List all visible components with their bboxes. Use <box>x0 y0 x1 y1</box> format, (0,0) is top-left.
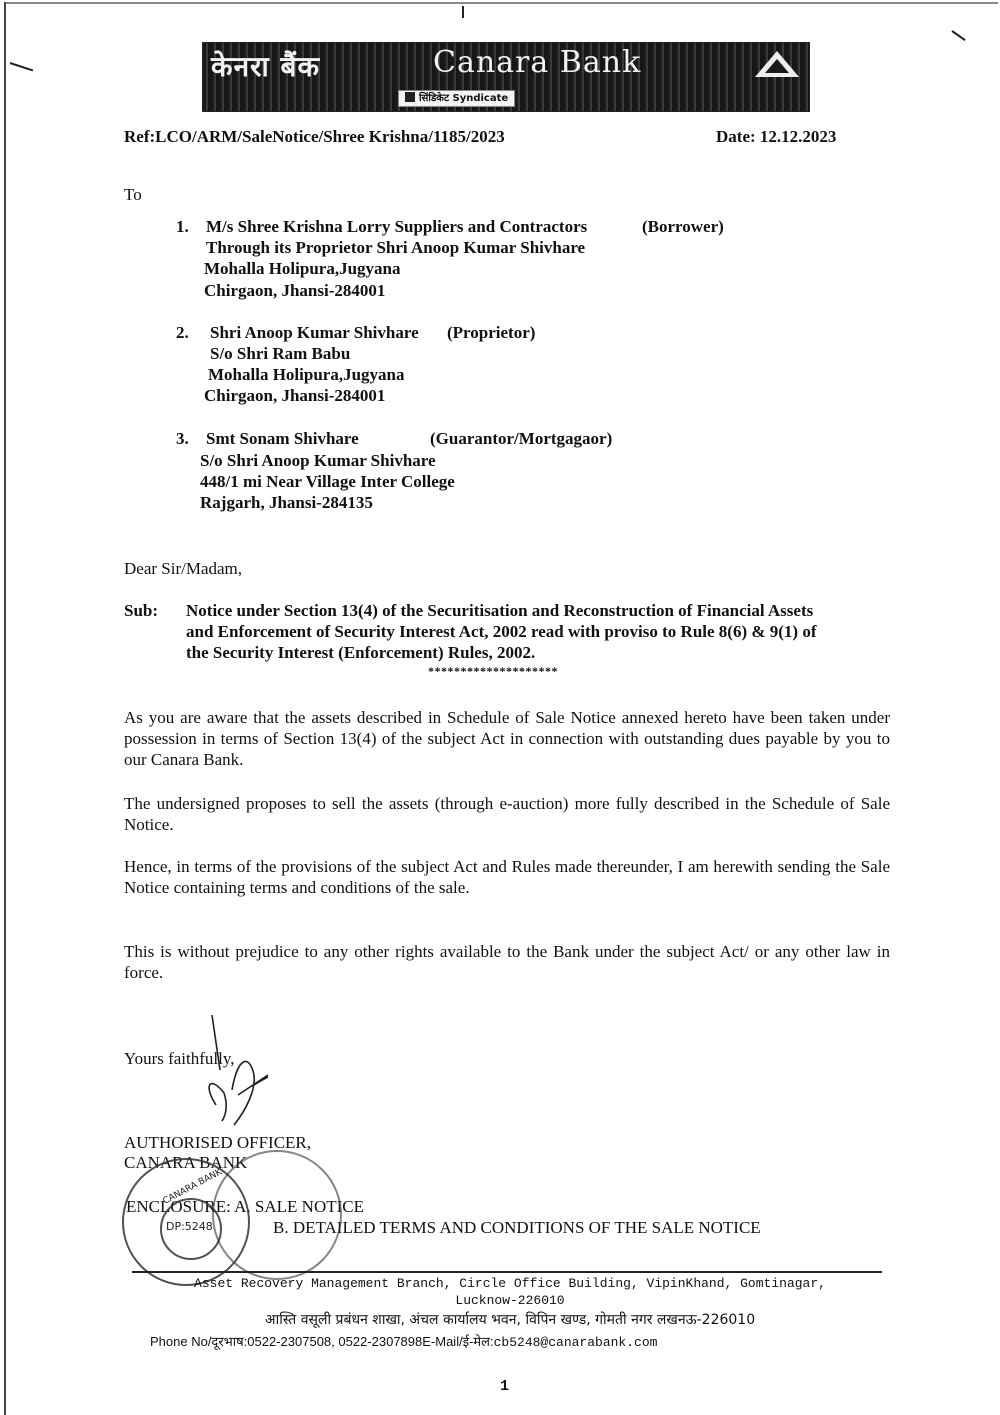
addressee-role: (Guarantor/Mortgagaor) <box>430 429 613 448</box>
footer-address-hindi: आस्ति वसूली प्रबंधन शाखा, अंचल कार्यालय भवन, विपिन खण्ड, गोमती नगर लखनऊ-226010 <box>264 1312 756 1328</box>
subject-label: Sub: <box>124 601 159 620</box>
scan-artifact <box>10 62 33 71</box>
addressee-role: (Proprietor) <box>447 323 536 342</box>
letter-date: Date: 12.12.2023 <box>716 127 837 146</box>
official-stamp-secondary <box>212 1150 342 1280</box>
body-paragraph: The undersigned proposes to sell the assets (through e-auction) more fully described in the Schedule of Sale Notice. <box>124 794 890 834</box>
subject-separator: ******************** <box>428 664 558 678</box>
valediction: Yours faithfully, <box>124 1049 235 1068</box>
addressee-line: Mohalla Holipura,Jugyana <box>204 259 401 278</box>
email-label: E-Mail/ई-मेल: <box>422 1334 494 1349</box>
signatory-title: AUTHORISED OFFICER, <box>124 1133 312 1152</box>
footer-address-city: Lucknow-226010 <box>455 1293 565 1308</box>
officer-signature <box>198 1015 278 1135</box>
enclosure-b: B. DETAILED TERMS AND CONDITIONS OF THE SALE NOTICE <box>273 1218 761 1237</box>
enclosure-a: ENCLOSURE: A. SALE NOTICE <box>126 1197 364 1216</box>
addressee-line: Mohalla Holipura,Jugyana <box>208 365 405 384</box>
reference-number: Ref:LCO/ARM/SaleNotice/Shree Krishna/1185/2023 <box>124 127 505 146</box>
addressee-name: M/s Shree Krishna Lorry Suppliers and Contractors <box>206 217 588 236</box>
addressee-number: 2. <box>176 323 189 342</box>
phone-numbers: 0522-2307508, 0522-2307898 <box>247 1334 423 1349</box>
addressee-name: Smt Sonam Shivhare <box>206 429 359 448</box>
addressee-line: 448/1 mi Near Village Inter College <box>200 472 455 491</box>
to-label: To <box>124 185 142 204</box>
footer-contact <box>150 1333 910 1351</box>
greeting: Dear Sir/Madam, <box>124 559 243 578</box>
subject-line: Notice under Section 13(4) of the Securitisation and Reconstruction of Financial Assets <box>186 601 814 620</box>
footer-divider <box>132 1271 882 1273</box>
phone-label: Phone No/दूरभाष: <box>150 1334 248 1349</box>
stamp-bank-name: CANARA BANK <box>161 1167 224 1207</box>
body-paragraph: As you are aware that the assets described in Schedule of Sale Notice annexed hereto have been taken under possession in terms of Section 13(4) of the subject Act in connection with outstanding dues payable by you to our Canara Bank. <box>124 708 890 769</box>
syndicate-english: Syndicate <box>452 93 509 104</box>
body-paragraph: This is without prejudice to any other rights available to the Bank under the subject Act/ or any other law in force. <box>124 942 890 982</box>
scan-artifact <box>462 6 464 18</box>
subject-line: the Security Interest (Enforcement) Rules, 2002. <box>186 643 536 662</box>
bank-name-hindi: केनरा बैंक <box>211 50 320 83</box>
signatory-organization: CANARA BANK <box>124 1153 248 1172</box>
syndicate-hindi: सिंडिकेट <box>419 93 450 104</box>
scan-border-left <box>4 2 6 1415</box>
addressee-line: Through its Proprietor Shri Anoop Kumar Shivhare <box>206 238 586 257</box>
canara-triangle-logo-icon <box>755 51 799 77</box>
page-number: 1 <box>500 1378 510 1395</box>
bank-name-english: Canara Bank <box>433 45 642 80</box>
scan-artifact <box>951 30 965 41</box>
addressee-line: S/o Shri Anoop Kumar Shivhare <box>200 451 436 470</box>
syndicate-badge <box>398 90 515 107</box>
stamp-code: DP:5248 <box>166 1220 213 1233</box>
body-paragraph: Hence, in terms of the provisions of the subject Act and Rules made thereunder, I am herewith sending the Sale Notice containing terms and conditions of the sale. <box>124 857 890 897</box>
addressee-line: Chirgaon, Jhansi-284001 <box>204 386 386 405</box>
addressee-role: (Borrower) <box>642 217 724 236</box>
addressee-line: Chirgaon, Jhansi-284001 <box>204 281 386 300</box>
addressee-number: 3. <box>176 429 189 448</box>
scan-border-top <box>4 2 998 4</box>
bank-letterhead <box>202 42 810 112</box>
addressee-name: Shri Anoop Kumar Shivhare <box>210 323 419 342</box>
addressee-line: S/o Shri Ram Babu <box>210 344 351 363</box>
addressee-number: 1. <box>176 217 189 236</box>
subject-line: and Enforcement of Security Interest Act, 2002 read with proviso to Rule 8(6) & 9(1) of <box>186 622 817 641</box>
email-address: cb5248@canarabank.com <box>493 1335 658 1350</box>
footer-address-english: Asset Recovery Management Branch, Circle Office Building, VipinKhand, Gomtinagar, <box>194 1276 826 1291</box>
addressee-line: Rajgarh, Jhansi-284135 <box>200 493 373 512</box>
syndicate-logo-icon <box>405 92 415 102</box>
